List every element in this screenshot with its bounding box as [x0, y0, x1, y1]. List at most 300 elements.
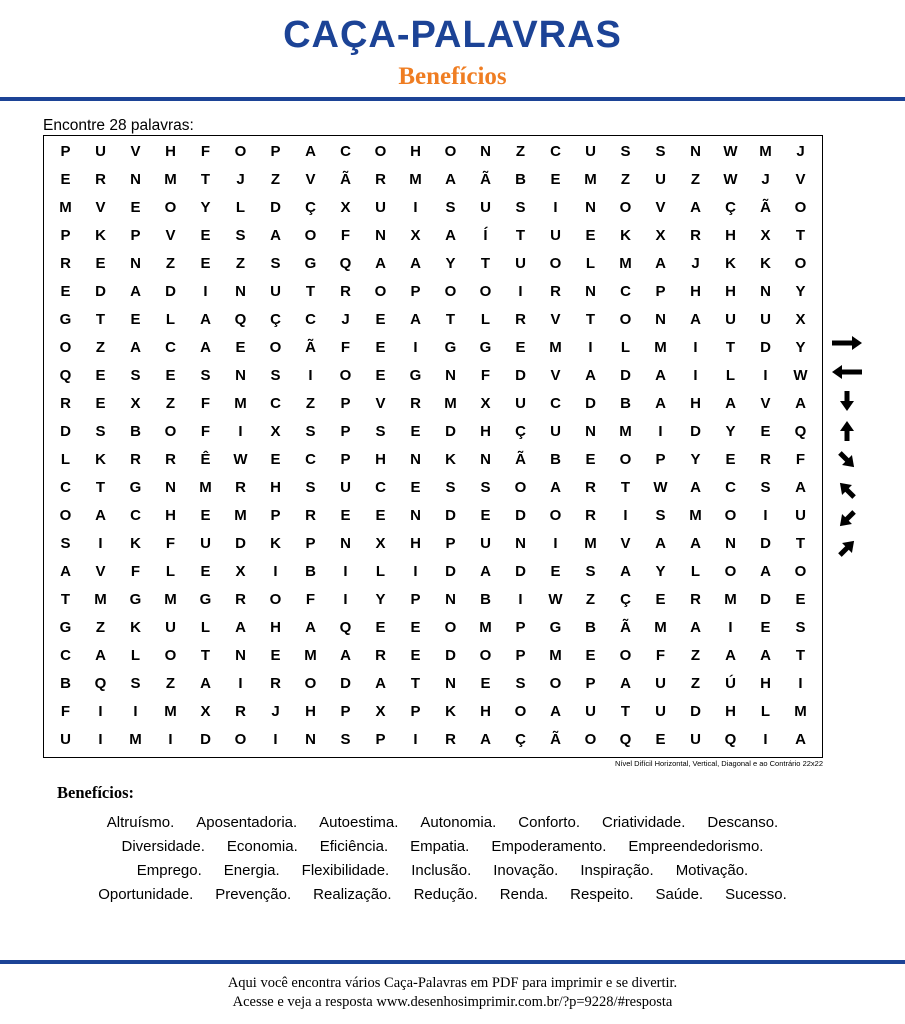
grid-letter[interactable]: O [164, 422, 177, 440]
grid-letter[interactable]: D [95, 282, 106, 300]
grid-letter[interactable]: L [375, 562, 386, 580]
grid-letter[interactable]: I [343, 590, 348, 608]
grid-letter[interactable]: D [60, 422, 71, 440]
grid-letter[interactable]: R [235, 590, 246, 608]
grid-letter[interactable]: Q [794, 422, 807, 440]
grid-letter[interactable]: V [130, 142, 141, 160]
grid-letter[interactable]: V [550, 366, 561, 384]
grid-letter[interactable]: Y [725, 422, 736, 440]
grid-letter[interactable]: D [760, 534, 771, 552]
grid-letter[interactable]: Ç [725, 198, 736, 216]
grid-letter[interactable]: C [550, 142, 561, 160]
grid-letter[interactable]: D [515, 562, 526, 580]
grid-letter[interactable]: J [691, 254, 700, 272]
grid-letter[interactable]: U [515, 254, 526, 272]
grid-letter[interactable]: D [200, 730, 211, 748]
grid-letter[interactable]: A [235, 618, 246, 636]
grid-letter[interactable]: H [165, 142, 176, 160]
grid-letter[interactable]: Z [270, 170, 281, 188]
grid-letter[interactable]: N [410, 450, 421, 468]
grid-letter[interactable]: O [444, 142, 457, 160]
grid-letter[interactable]: S [305, 422, 316, 440]
grid-letter[interactable]: D [445, 646, 456, 664]
grid-letter[interactable]: N [515, 534, 526, 552]
grid-letter[interactable]: Y [445, 254, 456, 272]
grid-letter[interactable]: B [620, 394, 631, 412]
grid-letter[interactable]: V [305, 170, 316, 188]
grid-letter[interactable]: F [340, 338, 351, 356]
grid-letter[interactable]: N [165, 478, 176, 496]
grid-letter[interactable]: H [410, 142, 421, 160]
grid-letter[interactable]: U [795, 506, 806, 524]
grid-letter[interactable]: F [60, 702, 71, 720]
grid-letter[interactable]: P [270, 142, 281, 160]
grid-letter[interactable]: A [620, 674, 631, 692]
grid-letter[interactable]: T [200, 646, 211, 664]
grid-letter[interactable]: K [760, 254, 771, 272]
grid-letter[interactable]: R [235, 702, 246, 720]
grid-letter[interactable]: I [273, 562, 278, 580]
grid-letter[interactable]: C [305, 450, 316, 468]
grid-letter[interactable]: E [375, 338, 386, 356]
grid-letter[interactable]: I [238, 674, 243, 692]
grid-letter[interactable]: M [164, 702, 177, 720]
grid-letter[interactable]: N [585, 282, 596, 300]
grid-letter[interactable]: A [690, 198, 701, 216]
grid-letter[interactable]: L [620, 338, 631, 356]
grid-letter[interactable]: C [270, 394, 281, 412]
grid-letter[interactable]: K [95, 226, 106, 244]
grid-letter[interactable]: R [130, 450, 141, 468]
grid-letter[interactable]: F [200, 142, 211, 160]
grid-letter[interactable]: T [795, 534, 806, 552]
grid-letter[interactable]: K [445, 450, 456, 468]
grid-letter[interactable]: E [410, 618, 421, 636]
grid-letter[interactable]: O [164, 646, 177, 664]
grid-letter[interactable]: I [238, 422, 243, 440]
grid-letter[interactable]: H [270, 618, 281, 636]
grid-letter[interactable]: U [760, 310, 771, 328]
grid-letter[interactable]: M [724, 590, 737, 608]
grid-letter[interactable]: I [763, 506, 768, 524]
grid-letter[interactable]: I [588, 338, 593, 356]
grid-letter[interactable]: A [585, 366, 596, 384]
grid-letter[interactable]: Z [165, 394, 176, 412]
grid-letter[interactable]: Y [795, 282, 806, 300]
grid-letter[interactable]: O [479, 282, 492, 300]
grid-letter[interactable]: M [94, 590, 107, 608]
grid-letter[interactable]: W [653, 478, 668, 496]
grid-letter[interactable]: E [235, 338, 246, 356]
grid-letter[interactable]: S [480, 478, 491, 496]
grid-letter[interactable]: R [375, 170, 386, 188]
grid-letter[interactable]: H [725, 282, 736, 300]
grid-letter[interactable]: D [760, 590, 771, 608]
grid-letter[interactable]: O [164, 198, 177, 216]
grid-letter[interactable]: E [585, 226, 596, 244]
grid-letter[interactable]: O [339, 366, 352, 384]
grid-letter[interactable]: O [549, 254, 562, 272]
grid-letter[interactable]: E [200, 254, 211, 272]
grid-letter[interactable]: Y [200, 198, 211, 216]
grid-letter[interactable]: M [234, 394, 247, 412]
grid-letter[interactable]: W [723, 142, 738, 160]
grid-letter[interactable]: B [515, 170, 526, 188]
grid-letter[interactable]: B [130, 422, 141, 440]
grid-letter[interactable]: R [340, 282, 351, 300]
grid-letter[interactable]: S [200, 366, 211, 384]
grid-letter[interactable]: O [724, 506, 737, 524]
grid-letter[interactable]: E [130, 198, 141, 216]
grid-letter[interactable]: A [690, 618, 701, 636]
grid-letter[interactable]: P [515, 646, 526, 664]
grid-letter[interactable]: P [655, 282, 666, 300]
grid-letter[interactable]: L [165, 310, 176, 328]
grid-letter[interactable]: K [445, 702, 456, 720]
grid-letter[interactable]: I [98, 730, 103, 748]
grid-letter[interactable]: O [479, 646, 492, 664]
grid-letter[interactable]: Ã [515, 450, 526, 468]
grid-letter[interactable]: A [60, 562, 71, 580]
grid-letter[interactable]: M [164, 170, 177, 188]
grid-letter[interactable]: M [689, 506, 702, 524]
grid-letter[interactable]: E [410, 478, 421, 496]
grid-letter[interactable]: N [690, 142, 701, 160]
grid-letter[interactable]: K [95, 450, 106, 468]
grid-letter[interactable]: U [515, 394, 526, 412]
grid-letter[interactable]: X [375, 534, 386, 552]
grid-letter[interactable]: W [723, 170, 738, 188]
grid-letter[interactable]: I [203, 282, 208, 300]
grid-letter[interactable]: E [200, 506, 211, 524]
grid-letter[interactable]: I [553, 534, 558, 552]
grid-letter[interactable]: A [480, 562, 491, 580]
grid-letter[interactable]: I [133, 702, 138, 720]
grid-letter[interactable]: K [270, 534, 281, 552]
grid-letter[interactable]: R [445, 730, 456, 748]
grid-letter[interactable]: G [129, 478, 142, 496]
grid-letter[interactable]: D [515, 366, 526, 384]
grid-letter[interactable]: L [200, 618, 211, 636]
grid-letter[interactable]: X [340, 198, 351, 216]
grid-letter[interactable]: S [60, 534, 71, 552]
grid-letter[interactable]: S [620, 142, 631, 160]
grid-letter[interactable]: K [130, 618, 141, 636]
grid-letter[interactable]: T [795, 646, 806, 664]
grid-letter[interactable]: I [658, 422, 663, 440]
grid-letter[interactable]: V [375, 394, 386, 412]
grid-letter[interactable]: G [409, 366, 422, 384]
grid-letter[interactable]: O [304, 226, 317, 244]
grid-letter[interactable]: M [619, 422, 632, 440]
grid-letter[interactable]: E [515, 338, 526, 356]
grid-letter[interactable]: A [340, 646, 351, 664]
grid-letter[interactable]: R [270, 674, 281, 692]
grid-letter[interactable]: O [444, 282, 457, 300]
grid-letter[interactable]: Q [94, 674, 107, 692]
grid-letter[interactable]: N [445, 674, 456, 692]
grid-letter[interactable]: E [550, 170, 561, 188]
grid-letter[interactable]: U [480, 198, 491, 216]
grid-letter[interactable]: I [413, 730, 418, 748]
grid-letter[interactable]: O [304, 674, 317, 692]
grid-letter[interactable]: V [165, 226, 176, 244]
grid-letter[interactable]: B [480, 590, 491, 608]
grid-letter[interactable]: X [795, 310, 806, 328]
grid-letter[interactable]: P [375, 730, 386, 748]
grid-letter[interactable]: V [795, 170, 806, 188]
grid-letter[interactable]: K [725, 254, 736, 272]
grid-letter[interactable]: M [759, 142, 772, 160]
grid-letter[interactable]: D [585, 394, 596, 412]
grid-letter[interactable]: P [515, 618, 526, 636]
grid-letter[interactable]: D [760, 338, 771, 356]
grid-letter[interactable]: A [795, 730, 806, 748]
grid-letter[interactable]: A [270, 226, 281, 244]
grid-letter[interactable]: O [619, 310, 632, 328]
grid-letter[interactable]: P [340, 702, 351, 720]
grid-letter[interactable]: Ã [550, 730, 561, 748]
grid-letter[interactable]: A [795, 478, 806, 496]
grid-letter[interactable]: R [235, 478, 246, 496]
grid-letter[interactable]: E [375, 506, 386, 524]
grid-letter[interactable]: E [270, 646, 281, 664]
grid-letter[interactable]: P [655, 450, 666, 468]
grid-letter[interactable]: A [655, 254, 666, 272]
grid-letter[interactable]: E [95, 254, 106, 272]
grid-letter[interactable]: M [549, 338, 562, 356]
grid-letter[interactable]: H [480, 702, 491, 720]
grid-letter[interactable]: D [235, 534, 246, 552]
grid-letter[interactable]: S [235, 226, 246, 244]
grid-letter[interactable]: X [760, 226, 771, 244]
grid-letter[interactable]: S [270, 366, 281, 384]
grid-letter[interactable]: X [270, 422, 281, 440]
grid-letter[interactable]: C [725, 478, 736, 496]
grid-letter[interactable]: I [728, 618, 733, 636]
grid-letter[interactable]: U [585, 702, 596, 720]
grid-letter[interactable]: L [760, 702, 771, 720]
grid-letter[interactable]: B [550, 450, 561, 468]
grid-letter[interactable]: S [95, 422, 106, 440]
grid-letter[interactable]: R [95, 170, 106, 188]
grid-letter[interactable]: P [410, 702, 421, 720]
grid-letter[interactable]: N [130, 170, 141, 188]
grid-letter[interactable]: U [95, 142, 106, 160]
grid-letter[interactable]: U [550, 226, 561, 244]
grid-letter[interactable]: V [95, 198, 106, 216]
grid-letter[interactable]: I [693, 366, 698, 384]
grid-letter[interactable]: M [584, 534, 597, 552]
grid-letter[interactable]: K [130, 534, 141, 552]
grid-letter[interactable]: Q [59, 366, 72, 384]
grid-letter[interactable]: E [95, 394, 106, 412]
grid-letter[interactable]: I [413, 198, 418, 216]
grid-letter[interactable]: R [690, 590, 701, 608]
grid-letter[interactable]: E [655, 730, 666, 748]
grid-letter[interactable]: U [270, 282, 281, 300]
grid-letter[interactable]: T [60, 590, 71, 608]
grid-letter[interactable]: S [795, 618, 806, 636]
grid-letter[interactable]: O [549, 506, 562, 524]
grid-letter[interactable]: E [340, 506, 351, 524]
grid-letter[interactable]: H [305, 702, 316, 720]
grid-letter[interactable]: Ã [620, 618, 631, 636]
grid-letter[interactable]: O [619, 450, 632, 468]
grid-letter[interactable]: U [655, 170, 666, 188]
grid-letter[interactable]: A [95, 506, 106, 524]
grid-letter[interactable]: Ê [200, 450, 211, 468]
grid-letter[interactable]: Z [690, 170, 701, 188]
grid-letter[interactable]: A [305, 618, 316, 636]
grid-letter[interactable]: D [445, 506, 456, 524]
grid-letter[interactable]: P [60, 226, 71, 244]
grid-letter[interactable]: M [444, 394, 457, 412]
grid-letter[interactable]: O [374, 282, 387, 300]
grid-letter[interactable]: R [375, 646, 386, 664]
grid-letter[interactable]: A [795, 394, 806, 412]
grid-letter[interactable]: M [234, 506, 247, 524]
grid-letter[interactable]: A [95, 646, 106, 664]
grid-letter[interactable]: G [59, 618, 72, 636]
grid-letter[interactable]: R [585, 478, 596, 496]
grid-letter[interactable]: H [725, 702, 736, 720]
grid-letter[interactable]: I [798, 674, 803, 692]
grid-letter[interactable]: M [549, 646, 562, 664]
grid-letter[interactable]: O [584, 730, 597, 748]
grid-letter[interactable]: M [409, 170, 422, 188]
grid-letter[interactable]: T [305, 282, 316, 300]
grid-letter[interactable]: N [445, 590, 456, 608]
grid-letter[interactable]: O [794, 562, 807, 580]
grid-letter[interactable]: I [343, 562, 348, 580]
grid-letter[interactable]: S [655, 142, 666, 160]
grid-letter[interactable]: M [199, 478, 212, 496]
grid-letter[interactable]: P [340, 394, 351, 412]
grid-letter[interactable]: T [585, 310, 596, 328]
grid-letter[interactable]: A [725, 646, 736, 664]
grid-letter[interactable]: Q [339, 618, 352, 636]
grid-letter[interactable]: U [375, 198, 386, 216]
grid-letter[interactable]: H [725, 226, 736, 244]
grid-letter[interactable]: R [305, 506, 316, 524]
grid-letter[interactable]: A [690, 534, 701, 552]
grid-letter[interactable]: R [60, 254, 71, 272]
grid-letter[interactable]: Í [483, 226, 488, 244]
grid-letter[interactable]: G [304, 254, 317, 272]
grid-letter[interactable]: G [199, 590, 212, 608]
grid-letter[interactable]: U [655, 674, 666, 692]
grid-letter[interactable]: N [235, 366, 246, 384]
grid-letter[interactable]: S [340, 730, 351, 748]
grid-letter[interactable]: H [690, 394, 701, 412]
grid-letter[interactable]: E [130, 310, 141, 328]
grid-letter[interactable]: V [550, 310, 561, 328]
grid-letter[interactable]: Ã [305, 338, 316, 356]
grid-letter[interactable]: U [690, 730, 701, 748]
grid-letter[interactable]: F [480, 366, 491, 384]
grid-letter[interactable]: I [273, 730, 278, 748]
grid-letter[interactable]: O [234, 730, 247, 748]
grid-letter[interactable]: O [269, 338, 282, 356]
grid-letter[interactable]: A [410, 310, 421, 328]
grid-letter[interactable]: R [515, 310, 526, 328]
grid-letter[interactable]: L [585, 254, 596, 272]
grid-letter[interactable]: X [410, 226, 421, 244]
grid-letter[interactable]: E [375, 366, 386, 384]
grid-letter[interactable]: N [445, 366, 456, 384]
grid-letter[interactable]: Z [95, 618, 106, 636]
grid-letter[interactable]: E [200, 562, 211, 580]
grid-letter[interactable]: A [655, 534, 666, 552]
grid-letter[interactable]: E [60, 170, 71, 188]
grid-letter[interactable]: A [760, 562, 771, 580]
grid-letter[interactable]: C [305, 310, 316, 328]
grid-letter[interactable]: E [375, 618, 386, 636]
grid-letter[interactable]: Z [690, 646, 701, 664]
grid-letter[interactable]: E [375, 310, 386, 328]
grid-letter[interactable]: U [340, 478, 351, 496]
grid-letter[interactable]: S [305, 478, 316, 496]
grid-letter[interactable]: A [445, 170, 456, 188]
grid-letter[interactable]: E [410, 422, 421, 440]
grid-letter[interactable]: A [410, 254, 421, 272]
grid-letter[interactable]: A [725, 394, 736, 412]
grid-letter[interactable]: N [585, 422, 596, 440]
grid-letter[interactable]: L [130, 646, 141, 664]
grid-letter[interactable]: R [60, 394, 71, 412]
grid-letter[interactable]: U [550, 422, 561, 440]
grid-letter[interactable]: O [619, 198, 632, 216]
grid-letter[interactable]: G [549, 618, 562, 636]
grid-letter[interactable]: X [480, 394, 491, 412]
grid-letter[interactable]: S [655, 506, 666, 524]
grid-letter[interactable]: M [654, 338, 667, 356]
grid-letter[interactable]: E [165, 366, 176, 384]
grid-letter[interactable]: O [794, 254, 807, 272]
grid-letter[interactable]: D [165, 282, 176, 300]
grid-letter[interactable]: I [763, 366, 768, 384]
grid-letter[interactable]: F [200, 394, 211, 412]
grid-letter[interactable]: A [550, 478, 561, 496]
grid-letter[interactable]: O [514, 702, 527, 720]
grid-letter[interactable]: Ú [725, 674, 736, 692]
grid-letter[interactable]: G [129, 590, 142, 608]
grid-letter[interactable]: M [584, 170, 597, 188]
grid-letter[interactable]: U [60, 730, 71, 748]
grid-letter[interactable]: A [760, 646, 771, 664]
grid-letter[interactable]: E [60, 282, 71, 300]
grid-letter[interactable]: A [690, 478, 701, 496]
grid-letter[interactable]: N [760, 282, 771, 300]
grid-letter[interactable]: O [59, 338, 72, 356]
grid-letter[interactable]: Z [165, 254, 176, 272]
grid-letter[interactable]: T [620, 478, 631, 496]
grid-letter[interactable]: H [410, 534, 421, 552]
grid-letter[interactable]: C [165, 338, 176, 356]
grid-letter[interactable]: A [690, 310, 701, 328]
grid-letter[interactable]: A [305, 142, 316, 160]
grid-letter[interactable]: A [200, 338, 211, 356]
grid-letter[interactable]: N [725, 534, 736, 552]
grid-letter[interactable]: A [480, 730, 491, 748]
grid-letter[interactable]: Ç [515, 422, 526, 440]
grid-letter[interactable]: N [410, 506, 421, 524]
grid-letter[interactable]: Y [795, 338, 806, 356]
grid-letter[interactable]: E [725, 450, 736, 468]
grid-letter[interactable]: Z [95, 338, 106, 356]
grid-letter[interactable]: L [725, 366, 736, 384]
